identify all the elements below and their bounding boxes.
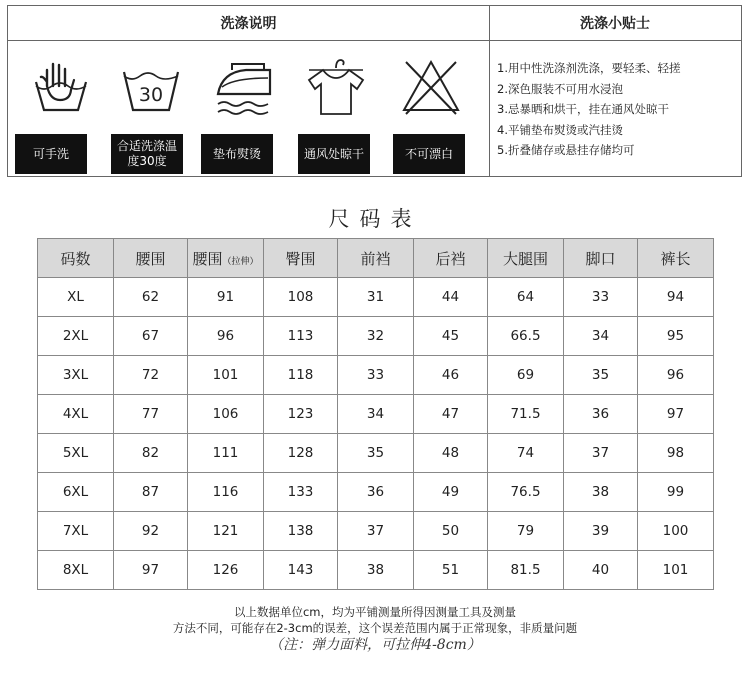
measurement-cell: 113 — [264, 317, 338, 356]
care-tip: 4.平铺垫布熨烫或汽挂烫 — [497, 122, 623, 137]
measurement-cell: 143 — [264, 551, 338, 590]
measurement-cell: 100 — [638, 512, 714, 551]
care-instructions-title: 洗涤说明 — [8, 6, 489, 41]
size-table-body — [38, 278, 714, 590]
table-row — [38, 434, 714, 473]
measurement-cell: 33 — [564, 278, 638, 317]
size-cell: 4XL — [38, 395, 114, 434]
measurement-cell: 71.5 — [488, 395, 564, 434]
header-waist: 腰围 — [114, 239, 188, 278]
size-cell: 6XL — [38, 473, 114, 512]
measurement-cell: 36 — [338, 473, 414, 512]
size-table-title: 尺码表 — [328, 207, 422, 231]
size-cell: 2XL — [38, 317, 114, 356]
measurement-cell: 138 — [264, 512, 338, 551]
size-cell: 5XL — [38, 434, 114, 473]
measurement-cell: 37 — [564, 434, 638, 473]
header-waist-stretched-label: 腰围 — [192, 249, 223, 268]
note-line-2: 方法不同，可能存在2-3cm的误差，这个误差范围内属于正常现象，非质量问题 — [172, 621, 578, 635]
header-front-rise: 前裆 — [338, 239, 414, 278]
table-row — [38, 551, 714, 590]
size-table — [37, 238, 714, 590]
measurement-cell: 87 — [114, 473, 188, 512]
measurement-cell: 97 — [114, 551, 188, 590]
measurement-cell: 62 — [114, 278, 188, 317]
measurement-cell: 123 — [264, 395, 338, 434]
hand-wash-icon — [30, 56, 92, 118]
measurement-cell: 121 — [188, 512, 264, 551]
table-row — [38, 395, 714, 434]
measurement-cell: 35 — [564, 356, 638, 395]
table-row — [38, 473, 714, 512]
header-hip: 臀围 — [264, 239, 338, 278]
measurement-cell: 72 — [114, 356, 188, 395]
measurement-cell: 77 — [114, 395, 188, 434]
measurement-cell: 94 — [638, 278, 714, 317]
measurement-cell: 34 — [338, 395, 414, 434]
measurement-cell: 108 — [264, 278, 338, 317]
table-row — [38, 356, 714, 395]
measurement-cell: 69 — [488, 356, 564, 395]
size-table-wrap — [37, 238, 714, 590]
wash-30-icon — [120, 56, 182, 118]
care-tips — [489, 6, 741, 176]
measurement-cell: 92 — [114, 512, 188, 551]
measurement-cell: 64 — [488, 278, 564, 317]
measurement-cell: 45 — [414, 317, 488, 356]
care-panel — [7, 5, 742, 177]
measurement-cell: 126 — [188, 551, 264, 590]
measurement-cell: 106 — [188, 395, 264, 434]
table-row — [38, 278, 714, 317]
care-tips-list — [497, 58, 680, 161]
label-hand-wash: 可手洗 — [15, 134, 87, 174]
measurement-cell: 79 — [488, 512, 564, 551]
label-dry: 通风处晾干 — [298, 134, 370, 174]
size-table-header-row — [38, 239, 714, 278]
measurement-cell: 97 — [638, 395, 714, 434]
measurement-cell: 66.5 — [488, 317, 564, 356]
care-tip: 2.深色服装不可用水浸泡 — [497, 81, 623, 96]
measurement-cell: 99 — [638, 473, 714, 512]
size-notes — [0, 604, 750, 654]
header-back-rise: 后裆 — [414, 239, 488, 278]
measurement-cell: 35 — [338, 434, 414, 473]
measurement-cell: 34 — [564, 317, 638, 356]
care-tips-title: 洗涤小贴士 — [489, 6, 741, 41]
no-bleach-icon — [400, 56, 462, 118]
header-leg-opening: 脚口 — [564, 239, 638, 278]
shirt-hang-icon — [305, 56, 367, 118]
size-cell: 3XL — [38, 356, 114, 395]
measurement-cell: 118 — [264, 356, 338, 395]
measurement-cell: 111 — [188, 434, 264, 473]
measurement-cell: 95 — [638, 317, 714, 356]
measurement-cell: 33 — [338, 356, 414, 395]
header-waist-stretched — [188, 239, 264, 278]
care-tip: 3.忌暴晒和烘干，挂在通风处晾干 — [497, 102, 669, 116]
header-length: 裤长 — [638, 239, 714, 278]
size-cell: 8XL — [38, 551, 114, 590]
measurement-cell: 36 — [564, 395, 638, 434]
measurement-cell: 96 — [188, 317, 264, 356]
care-instructions — [8, 6, 490, 176]
size-cell: 7XL — [38, 512, 114, 551]
wash-temperature: 30 — [138, 84, 164, 106]
measurement-cell: 81.5 — [488, 551, 564, 590]
label-iron: 垫布熨烫 — [201, 134, 273, 174]
measurement-cell: 37 — [338, 512, 414, 551]
note-elastic: （注：弹力面料，可拉伸4-8cm） — [269, 637, 481, 653]
measurement-cell: 91 — [188, 278, 264, 317]
measurement-cell: 48 — [414, 434, 488, 473]
measurement-cell: 47 — [414, 395, 488, 434]
table-row — [38, 317, 714, 356]
measurement-cell: 74 — [488, 434, 564, 473]
measurement-cell: 40 — [564, 551, 638, 590]
measurement-cell: 101 — [188, 356, 264, 395]
label-wash-temperature: 合适洗涤温度30度 — [111, 134, 183, 174]
care-tip: 5.折叠储存或悬挂存储均可 — [497, 143, 635, 157]
measurement-cell: 49 — [414, 473, 488, 512]
header-stretch-note: （拉伸） — [222, 256, 259, 267]
iron-icon — [212, 56, 274, 118]
measurement-cell: 116 — [188, 473, 264, 512]
measurement-cell: 133 — [264, 473, 338, 512]
measurement-cell: 38 — [338, 551, 414, 590]
measurement-cell: 32 — [338, 317, 414, 356]
measurement-cell: 38 — [564, 473, 638, 512]
measurement-cell: 44 — [414, 278, 488, 317]
measurement-cell: 128 — [264, 434, 338, 473]
measurement-cell: 31 — [338, 278, 414, 317]
measurement-cell: 39 — [564, 512, 638, 551]
measurement-cell: 98 — [638, 434, 714, 473]
label-no-bleach: 不可漂白 — [393, 134, 465, 174]
measurement-cell: 51 — [414, 551, 488, 590]
header-size: 码数 — [38, 239, 114, 278]
care-tip: 1.用中性洗涤剂洗涤，要轻柔、轻搓 — [497, 61, 681, 75]
measurement-cell: 82 — [114, 434, 188, 473]
note-line-1: 以上数据单位cm，均为平铺测量所得因测量工具及测量 — [233, 605, 517, 619]
measurement-cell: 67 — [114, 317, 188, 356]
measurement-cell: 46 — [414, 356, 488, 395]
size-cell: XL — [38, 278, 114, 317]
header-thigh: 大腿围 — [488, 239, 564, 278]
table-row — [38, 512, 714, 551]
measurement-cell: 101 — [638, 551, 714, 590]
measurement-cell: 50 — [414, 512, 488, 551]
measurement-cell: 96 — [638, 356, 714, 395]
measurement-cell: 76.5 — [488, 473, 564, 512]
